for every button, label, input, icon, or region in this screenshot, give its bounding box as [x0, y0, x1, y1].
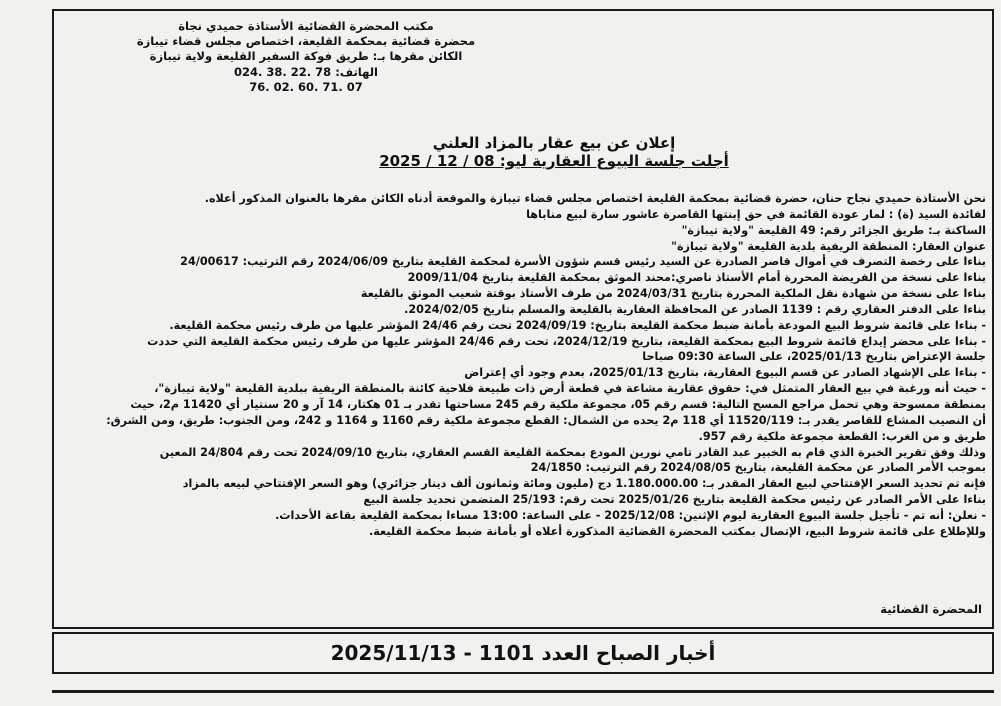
- body-line: فإنه تم تحديد السعر الإفتتاحي لبيع العقار المقدر بـ: 1.180.000.00 دج (مليون ومائة وثمانون ألف دينار جزائري) وهو السعر الإفتتاحي لبيعه بالمزاد: [182, 477, 986, 491]
- body-line: بناءا على الأمر الصادر عن رئيس محكمة القليعة بتاريخ 2025/01/26 تحت رقم: 25/193 المتضمن تحديد جلسة البيع: [363, 493, 986, 507]
- auction-notice-box: [52, 9, 994, 629]
- divider: [52, 690, 994, 693]
- body-line: بموجب الأمر الصادر عن محكمة القليعة، بتاريخ 2024/08/05 رقم الترتيب: 24/1850: [530, 461, 986, 475]
- notice-title-main: إعلان عن بيع عقار بالمزاد العلني: [432, 134, 676, 152]
- footer-issue-text: أخبار الصباح العدد 1101 - 2025/11/13: [330, 641, 716, 665]
- notice-body: [62, 191, 986, 540]
- body-line: - بناءا على محضر إيداع قائمة شروط البيع بمحكمة القليعة، بتاريخ 2024/12/19، تحت رقم 24/46 المؤشر عليها من طرف رئيس محكمة القليعة التي حددت: [147, 334, 986, 348]
- body-line: وذلك وفق تقرير الخبرة الذي قام به الخبير عبد القادر تامي نورين المودع بمحكمة القليعة القسم العقاري، بتاريخ 2024/09/10 تحت رقم 24/804 المعين: [159, 445, 986, 459]
- body-line: بناءا على نسخة من الفريضة المحررة أمام الأستاذ ناصري:محند الموثق بمحكمة القليعة بتاريخ 2009/11/04: [407, 271, 986, 285]
- body-line: - بناءا على الإشهاد الصادر عن قسم البيوع العقارية، بتاريخ 2025/01/13، بعدم وجود أي إعتراض: [464, 366, 986, 380]
- body-line: عنوان العقار: المنطقة الريفية بلدية القليعة "ولاية تيبازة": [671, 239, 986, 253]
- office-address: الكائن مقرها بـ: طريق فوكة السفير القليعة ولاية تيبازة: [149, 49, 463, 64]
- body-line: نحن الأستاذة حميدي نجاح حنان، حضرة قضائية بمحكمة القليعة اختصاص مجلس قضاء تيبازة والموقعة أدناه الكائن مقرها بالعنوان المذكور أعلاه.: [204, 192, 986, 205]
- body-line: لفائدة السيد (ة) : لمار عودة القائمة في حق إبنتها القاصرة عاشور سارة لبيع مناباها: [526, 207, 986, 221]
- office-jurisdiction: محضرة قضائية بمحكمة القليعة، اختصاص مجلس قضاء تيبازة: [136, 34, 476, 49]
- body-line: بناءا على نسخة من شهادة نقل الملكية المحررة بتاريخ 2024/03/31 من طرف الأستاذ بوقتة شعيب الموثق بالقليعة: [360, 287, 986, 301]
- body-line: جلسة الإعتراض بتاريخ 2025/01/13، على الساعة 09:30 صباحا: [642, 350, 986, 364]
- body-line: أن النصيب المشاع للقاصر يقدر بـ: 11520/119 أي 118 م2 يحده من الشمال: القطع مجموعة ملكية رقم 1160 و 1164 و 242، ومن الجنوب: طريق، ومن الشرق:: [106, 413, 986, 427]
- office-header: [56, 19, 556, 95]
- office-name: مكتب المحضرة القضائية الأستاذة حميدي نجاة: [178, 19, 434, 33]
- body-line: الساكنة بـ: طريق الجزائر رقم: 49 القليعة "ولاية تيبازة": [681, 223, 986, 237]
- body-line: طريق و من الغرب: القطعة مجموعة ملكية رقم 957.: [698, 429, 986, 443]
- body-line: - حيث أنه ورغبة في بيع العقار المتمثل في: حقوق عقارية مشاعة في قطعة أرض ذات طبيعة فلاحية كائنة بالمنطقة الريفية ببلدية القليعة "ولاية تيبازة"،: [154, 382, 986, 396]
- body-line: - بناءا على قائمة شروط البيع المودعة بأمانة ضبط محكمة القليعة بتاريخ: 2024/09/19 تحت رقم 24/46 المؤشر عليها من طرف رئيس محكمة القليعة.: [169, 318, 986, 332]
- body-line: - نعلن: أنه تم - تأجيل جلسة البيوع العقارية ليوم الإثنين: 2025/12/08 - على الساعة: 13:00 مساءا بمحكمة القليعة بقاعة الأحداث.: [275, 508, 986, 522]
- body-line: بناءا على رخصة التصرف في أموال قاصر الصادرة عن السيد رئيس قسم شؤون الأسرة لمحكمة القليعة بتاريخ 2024/06/09 رقم الترتيب: 24/00617: [180, 255, 986, 269]
- notice-title: [304, 134, 804, 170]
- body-line: بمنطقة ممسوحة وهي تحمل مراجع المسح التالية: قسم رقم 05، مجموعة ملكية رقم 245 مساحتها تقدر بـ 01 هكتار، 14 آر و 20 سنتيار أي 11420 م2، حيث: [130, 397, 986, 411]
- office-phone: الهاتف: 78 .22 .38 .024: [234, 64, 378, 79]
- newspaper-footer: [52, 632, 994, 674]
- body-line: وللإطلاع على قائمة شروط البيع، الإتصال بمكتب المحضرة القضائية المذكورة أعلاه أو بأمانة ضبط محكمة القليعة.: [369, 524, 986, 538]
- body-line: بناءا على الدفتر العقاري رقم : 1139 الصادر عن المحافظة العقارية بالقليعة والمسلم بتاريخ 2024/02/05.: [404, 302, 986, 316]
- office-phone-2: 76. 02. 60. 71. 07: [249, 79, 363, 94]
- signature: المحضرة القضائية: [880, 602, 982, 616]
- notice-title-date: أجلت جلسة البيوع العقارية ليو: 08 / 12 / 2025: [379, 152, 729, 170]
